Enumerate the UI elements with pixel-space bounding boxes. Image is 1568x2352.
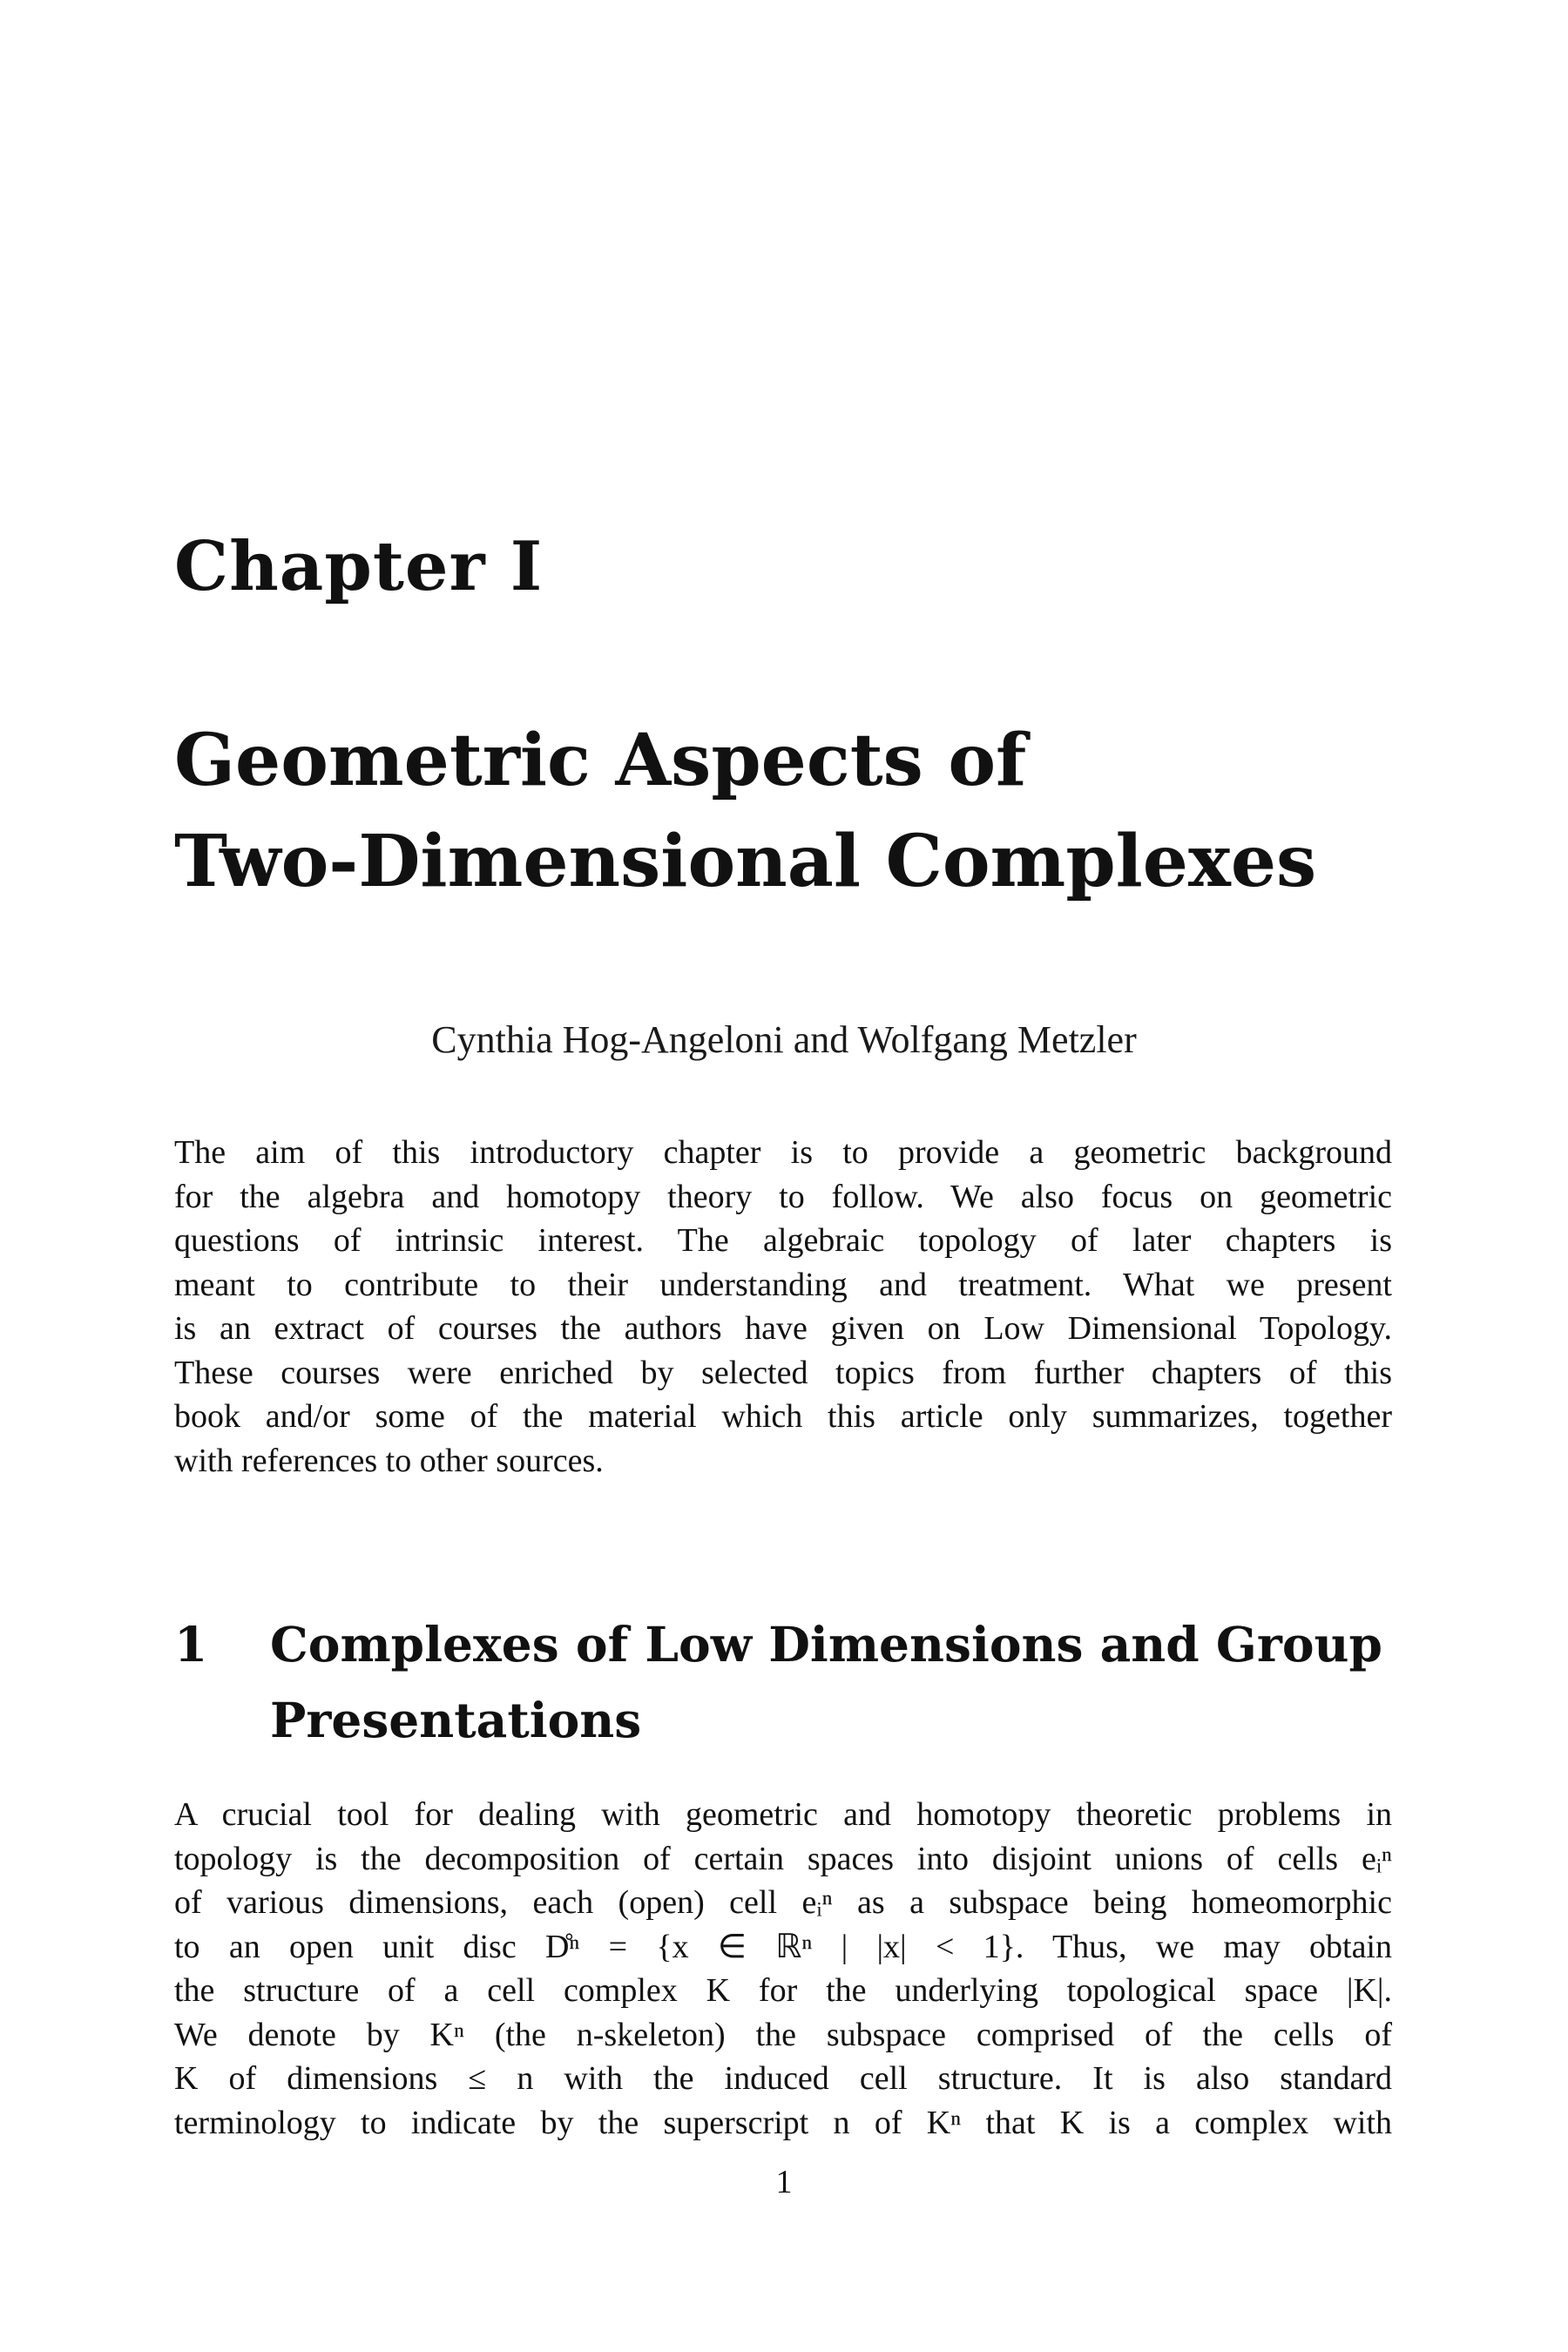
body-line: We denote by Kⁿ (the n-skeleton) the subspace comprised of the cells of — [174, 2016, 1392, 2053]
page-number: 1 — [775, 2164, 793, 2200]
abstract-line: is an extract of courses the authors have given on Low Dimensional Topology. — [174, 1310, 1392, 1347]
abstract-line: questions of intrinsic interest. The algebraic topology of later chapters is — [174, 1222, 1392, 1259]
body-line: of various dimensions, each (open) cell eᵢⁿ as a subspace being homeomorphic — [174, 1884, 1392, 1921]
body-line: the structure of a cell complex K for the underlying topological space |K|. — [174, 1972, 1392, 2009]
abstract-line: book and/or some of the material which this article only summarizes, together — [174, 1398, 1392, 1435]
abstract-line: These courses were enriched by selected topics from further chapters of this — [174, 1354, 1392, 1391]
abstract-line: meant to contribute to their understanding and treatment. What we present — [174, 1266, 1392, 1303]
section-title: Complexes of Low Dimensions and Group Presentations — [270, 1616, 1382, 1748]
abstract-line: with references to other sources. — [174, 1442, 604, 1479]
body-line: to an open unit disc D̊ⁿ = {x ∈ ℝⁿ | |x| < 1}. Thus, we may obtain — [174, 1928, 1392, 1965]
section-heading — [174, 1606, 1394, 1758]
abstract-paragraph — [174, 1131, 1392, 1483]
authors-line: Cynthia Hog-Angeloni and Wolfgang Metzler — [431, 1018, 1137, 1061]
chapter-title — [174, 710, 1394, 912]
chapter-title-line-1: Geometric Aspects of — [174, 719, 1027, 802]
body-line: A crucial tool for dealing with geometric and homotopy theoretic problems in — [174, 1796, 1392, 1833]
chapter-label: Chapter I — [174, 527, 544, 606]
body-line: K of dimensions ≤ n with the induced cell structure. It is also standard — [174, 2060, 1392, 2097]
body-line: topology is the decomposition of certain spaces into disjoint unions of cells eᵢⁿ — [174, 1840, 1392, 1877]
chapter-title-line-2: Two-Dimensional Complexes — [174, 820, 1317, 903]
body-paragraph — [174, 1793, 1392, 2145]
abstract-line: The aim of this introductory chapter is to provide a geometric background — [174, 1134, 1392, 1171]
body-line: terminology to indicate by the superscript n of Kⁿ that K is a complex with — [174, 2104, 1392, 2141]
abstract-line: for the algebra and homotopy theory to follow. We also focus on geometric — [174, 1178, 1392, 1215]
section-number: 1 — [174, 1616, 208, 1673]
